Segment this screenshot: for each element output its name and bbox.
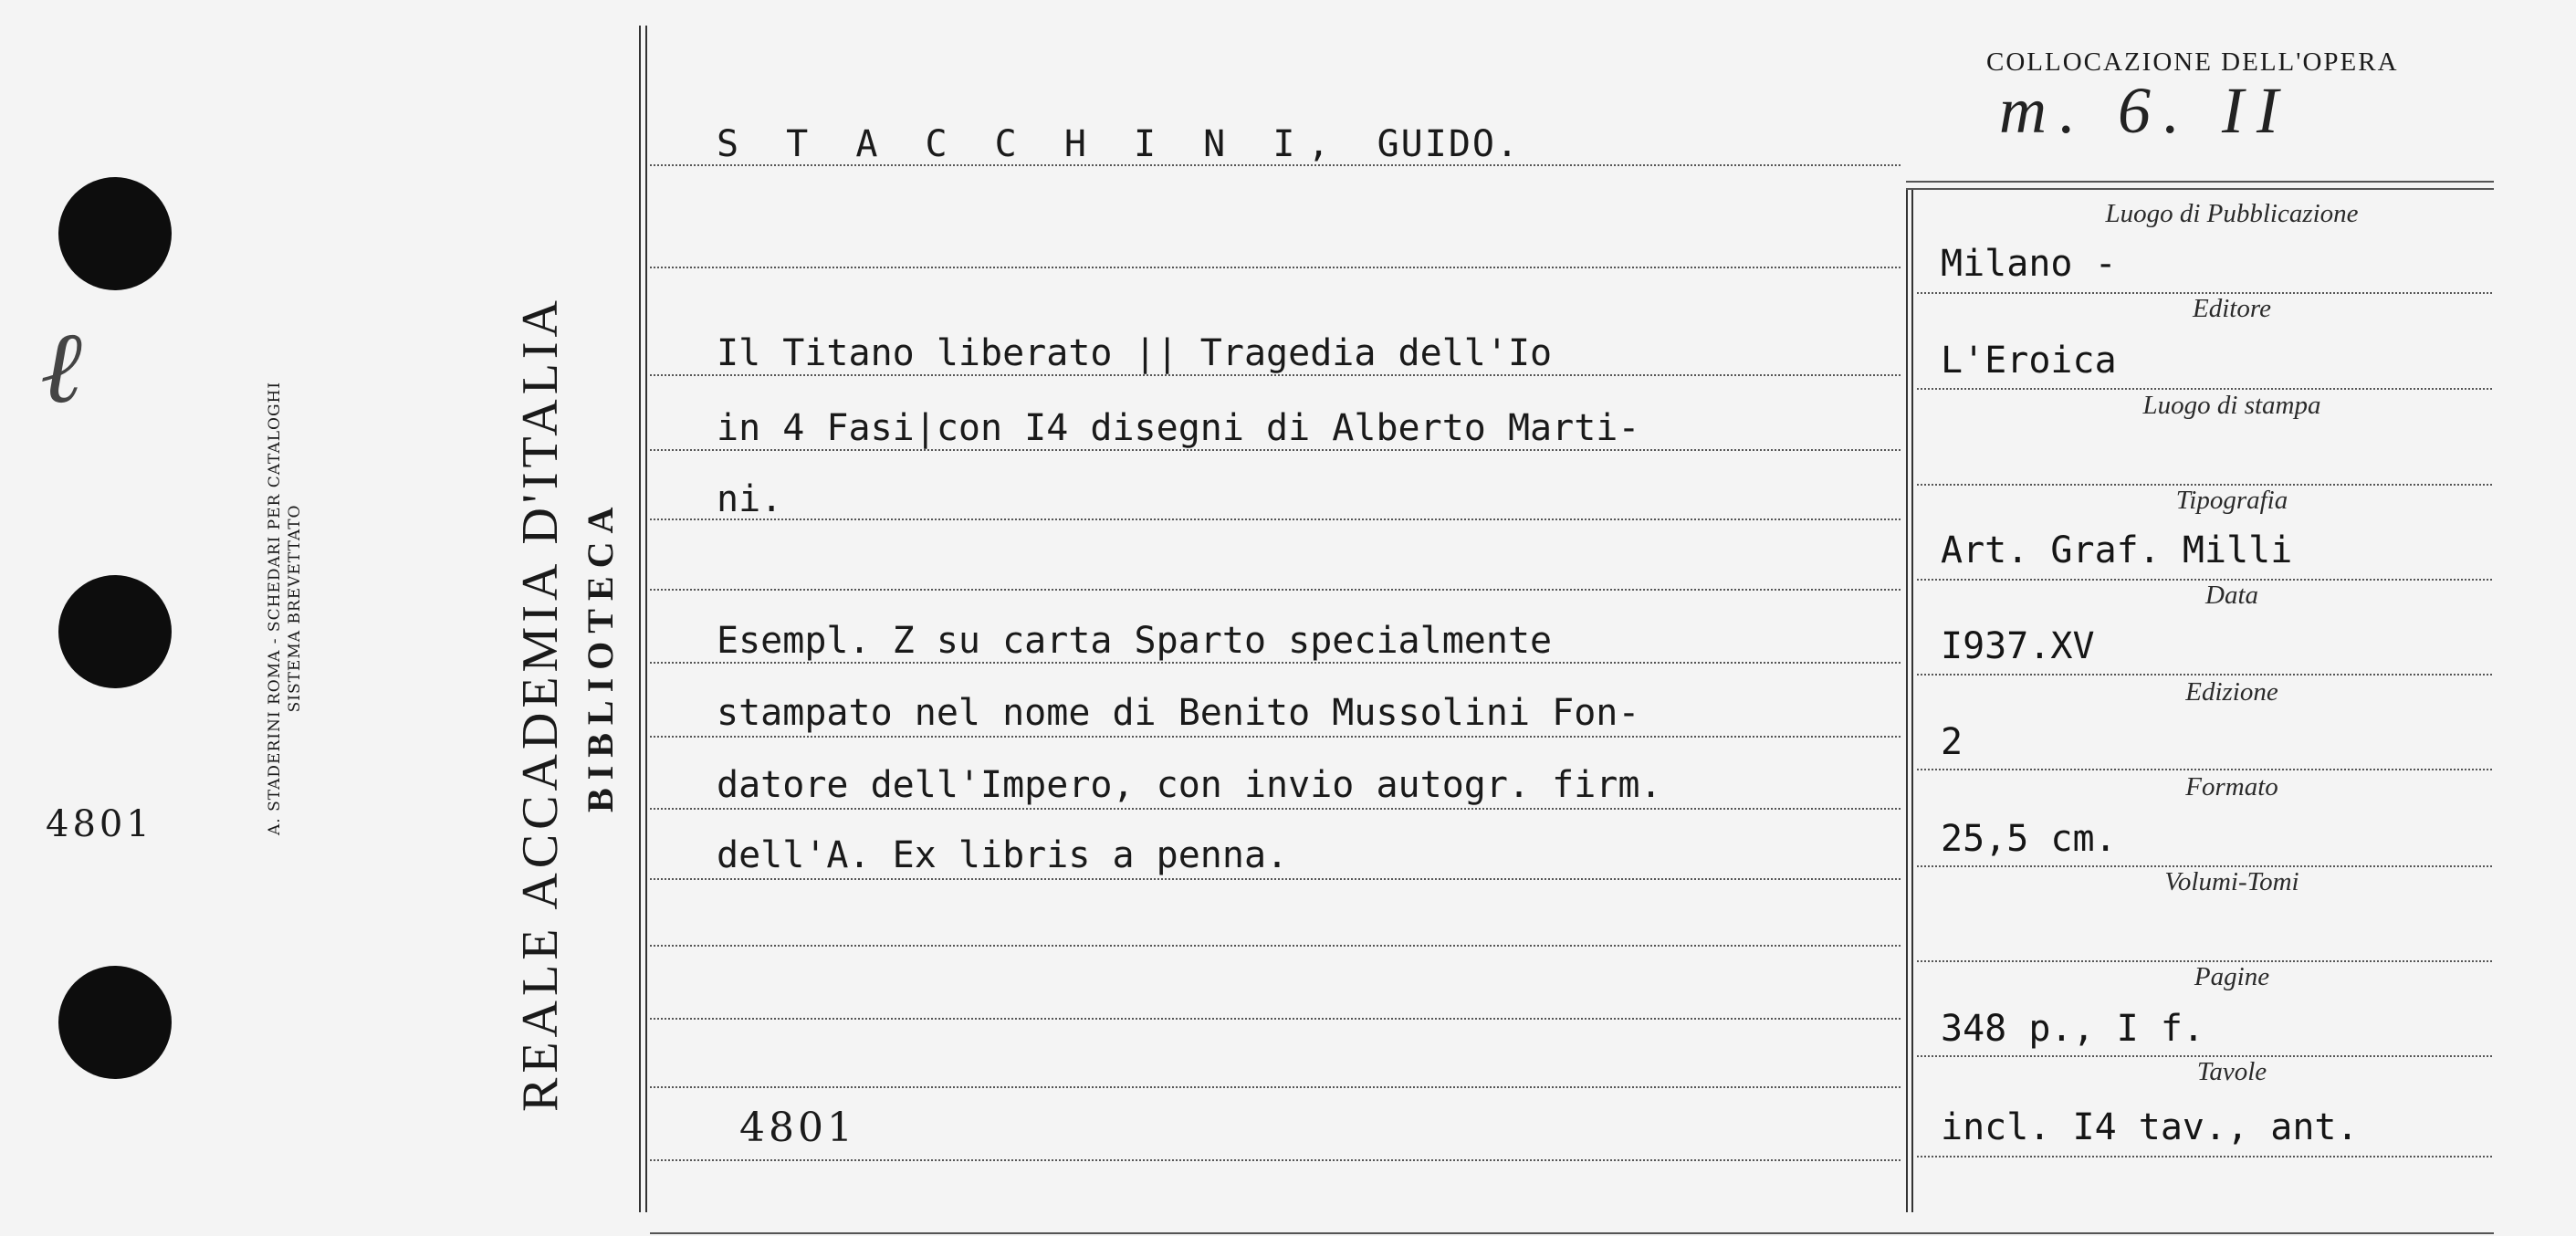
field-line [1917,674,2492,676]
note-line: datore dell'Impero, con invio autogr. firm. [717,764,1662,806]
entry-line [650,518,1901,520]
entry-line [650,374,1901,376]
field-label-date: Data [2205,581,2258,610]
field-label-plates: Tavole [2196,1057,2267,1086]
field-value-printer: Art. Graf. Milli [1941,529,2293,571]
note-line: dell'A. Ex libris a penna. [717,834,1289,876]
author-heading [717,123,1520,165]
shelfmark-rule [1906,181,2494,183]
field-value-edition: 2 [1941,721,1963,763]
field-line [1917,1156,2492,1157]
field-label-printer: Tipografia [2175,486,2288,515]
field-label-place-of-printing: Luogo di stampa [2142,391,2321,420]
printer-line-2: SISTEMA BREVETTATO [286,504,304,713]
institution-name: REALE ACCADEMIA D'ITALIA [512,296,569,1112]
entry-line [650,589,1901,591]
field-value-format: 25,5 cm. [1941,818,2117,860]
institution-department: BIBLIOTECA [580,498,621,812]
entry-line [650,449,1901,451]
entry-line [650,808,1901,810]
field-label-volumes: Volumi-Tomi [2164,867,2299,896]
field-value-date: I937.XV [1941,625,2095,667]
field-label-publisher: Editore [2193,294,2271,323]
field-value-pages: 348 p., I f. [1941,1008,2204,1050]
entry-line [650,1018,1901,1020]
shelfmark-label: COLLOCAZIONE DELL'OPERA [1986,47,2399,77]
fields-column-border [1906,188,1908,1212]
shelfmark-rule [1906,188,2494,190]
entry-line [650,1086,1901,1088]
handwritten-mark: ℓ [40,312,82,424]
field-label-pages: Pagine [2194,962,2270,991]
note-line: Esempl. Z su carta Sparto specialmente [717,620,1553,662]
field-value-publisher: L'Eroica [1941,340,2117,382]
field-line [1917,579,2492,581]
note-line: stampato nel nome di Benito Mussolini Fon- [717,692,1640,734]
printer-line-1: A. STADERINI ROMA - SCHEDARI PER CATALOGHI [266,381,284,835]
author-given-name: GUIDO. [1377,123,1521,165]
field-label-place-of-publication: Luogo di Pubblicazione [2105,199,2359,228]
title-line: in 4 Fasi|con I4 disegni di Alberto Marti- [717,407,1640,449]
shelfmark-value: m. 6. II [1999,74,2291,147]
entry-line [650,878,1901,880]
entry-line [650,662,1901,664]
title-line: ni. [717,478,783,520]
entry-line [650,267,1901,268]
field-label-edition: Edizione [2185,677,2278,707]
entry-line [650,1159,1901,1161]
card-left-border [645,26,647,1212]
card-left-border [639,26,641,1212]
margin-stamp-number: 4801 [46,803,153,845]
field-line [1917,769,2492,770]
inventory-number: 4801 [739,1105,856,1151]
binder-hole [58,966,172,1079]
entry-line [650,736,1901,738]
card-bottom-border [650,1232,2494,1234]
field-line [1917,388,2492,390]
field-label-format: Formato [2185,772,2278,801]
title-line: Il Titano liberato || Tragedia dell'Io [717,332,1553,374]
fields-column-border [1911,188,1913,1212]
binder-hole [58,575,172,688]
author-surname: S T A C C H I N I, [717,123,1343,165]
field-value-plates: incl. I4 tav., ant. [1941,1106,2359,1148]
field-value-place-of-publication: Milano - [1941,243,2117,285]
binder-hole [58,177,172,290]
entry-line [650,945,1901,947]
